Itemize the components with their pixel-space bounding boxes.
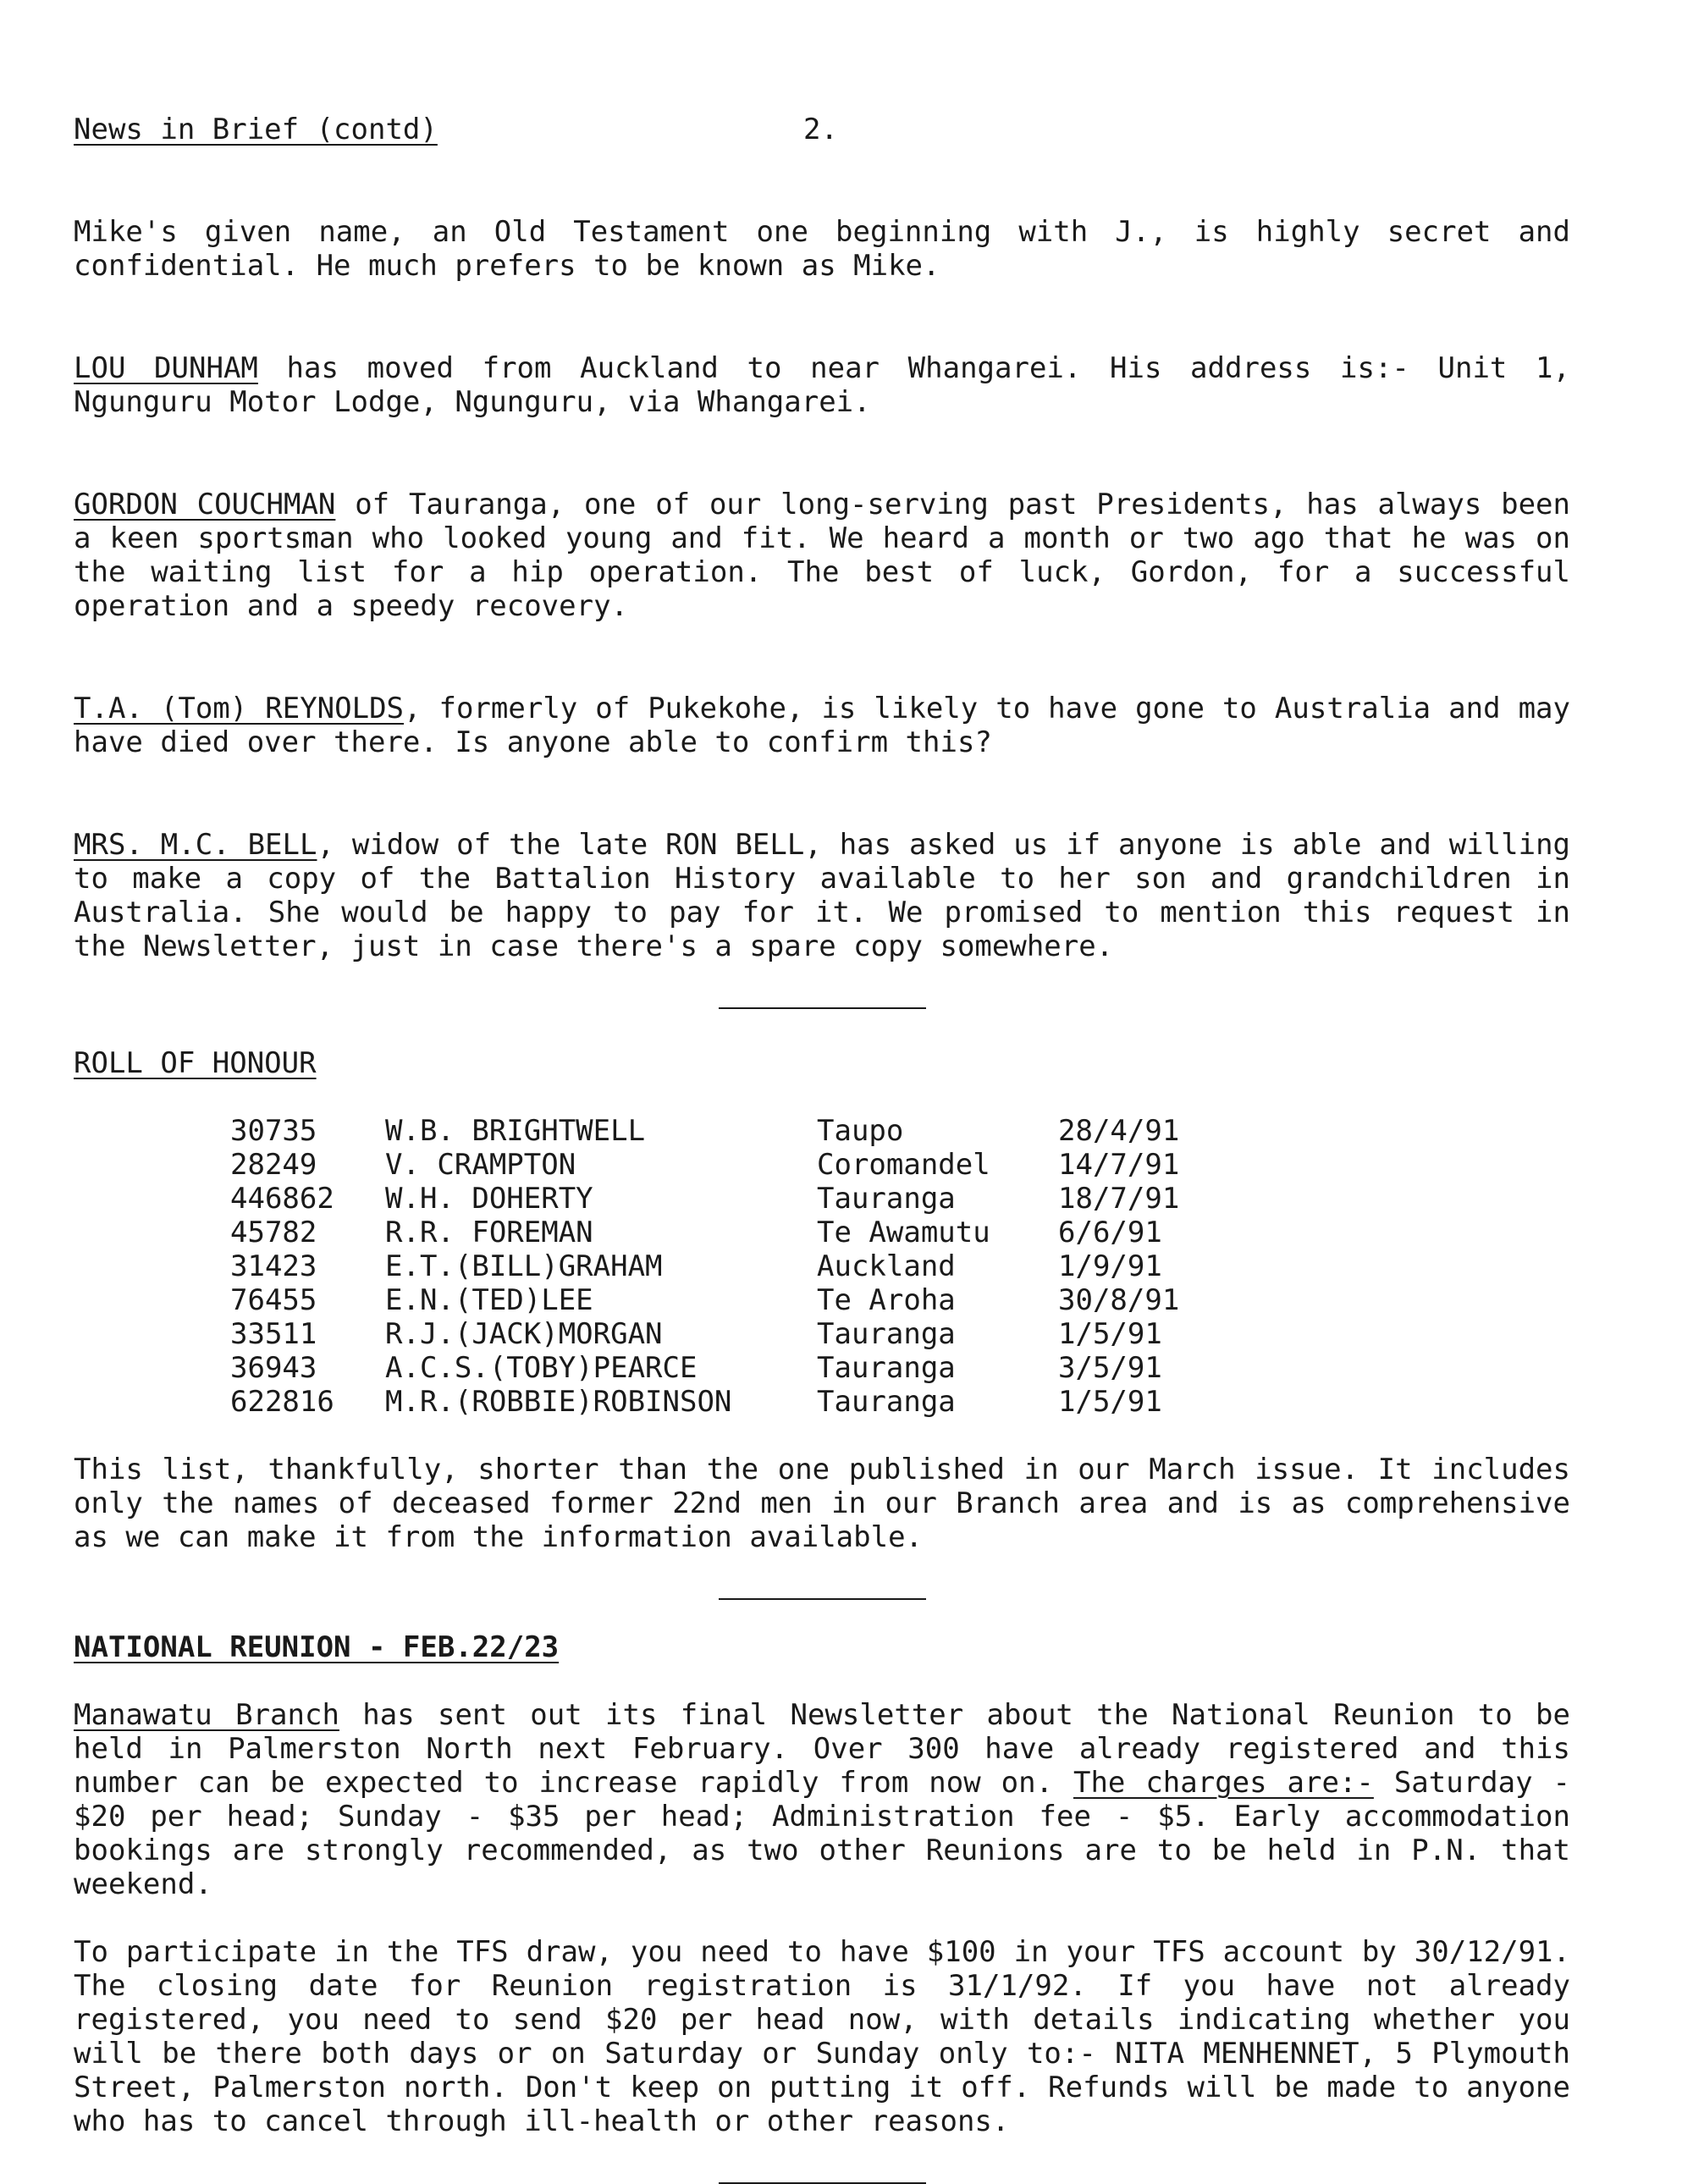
paragraph-lou-dunham	[74, 351, 1570, 419]
roll-entry-row	[230, 1182, 1227, 1216]
page-number: 2.	[803, 113, 838, 146]
date-of-death: 14/7/91	[1058, 1148, 1180, 1182]
service-number: 31423	[230, 1249, 317, 1283]
roll-entry-row	[230, 1249, 1227, 1283]
service-number: 36943	[230, 1351, 317, 1385]
place: Tauranga	[817, 1182, 956, 1216]
name-mrs-bell: MRS. M.C. BELL	[74, 828, 317, 862]
date-of-death: 1/5/91	[1058, 1317, 1162, 1351]
roll-entry-row	[230, 1351, 1227, 1385]
roll-entry-row	[230, 1148, 1227, 1182]
paragraph-gordon-couchman	[74, 488, 1570, 623]
soldier-name: E.T.(BILL)GRAHAM	[385, 1249, 663, 1283]
soldier-name: M.R.(ROBBIE)ROBINSON	[385, 1385, 732, 1419]
place: Te Awamutu	[817, 1216, 990, 1249]
divider-2	[719, 1598, 926, 1600]
place: Tauranga	[817, 1385, 956, 1419]
roll-entry-row	[230, 1216, 1227, 1249]
date-of-death: 18/7/91	[1058, 1182, 1180, 1216]
newsletter-page	[74, 113, 1570, 2184]
charges-label: The charges are:-	[1073, 1766, 1374, 1800]
divider-1	[719, 1007, 926, 1009]
soldier-name: R.J.(JACK)MORGAN	[385, 1317, 663, 1351]
soldier-name: V. CRAMPTON	[385, 1148, 576, 1182]
place: Tauranga	[817, 1351, 956, 1385]
date-of-death: 30/8/91	[1058, 1283, 1180, 1317]
place: Coromandel	[817, 1148, 990, 1182]
page-header	[74, 113, 1570, 146]
place: Auckland	[817, 1249, 956, 1283]
date-of-death: 3/5/91	[1058, 1351, 1162, 1385]
roll-entry-row	[230, 1114, 1227, 1148]
reunion-1-text-a: has sent out its final Newsletter about the National Reunion to be held in Palmerston North next February. Over 300 have already registered and this number can be expected to increase rapidly from now on.	[74, 1698, 1570, 1800]
soldier-name: W.H. DOHERTY	[385, 1182, 593, 1216]
roll-of-honour-heading: ROLL OF HONOUR	[74, 1046, 317, 1080]
reunion-1-text-b: Saturday - $20 per head; Sunday - $35 per head; Administration fee - $5. Early accommodation bookings are strongly recommended, as two other Reunions are to be held in P.N. that weekend.	[74, 1766, 1570, 1901]
service-number: 28249	[230, 1148, 317, 1182]
soldier-name: R.R. FOREMAN	[385, 1216, 593, 1249]
service-number: 446862	[230, 1182, 334, 1216]
gordon-couchman-text: of Tauranga, one of our long-serving past Presidents, has always been a keen sportsman who looked young and fit. We heard a month or two ago that he was on the waiting list for a hip operation. The best of luck, Gordon, for a successful operation and a speedy recovery.	[74, 488, 1570, 623]
roll-entry-row	[230, 1317, 1227, 1351]
soldier-name: W.B. BRIGHTWELL	[385, 1114, 646, 1148]
roll-entry-row	[230, 1385, 1227, 1419]
national-reunion-heading: NATIONAL REUNION - FEB.22/23	[74, 1630, 560, 1664]
roll-of-honour-table	[230, 1114, 1227, 1419]
date-of-death: 1/9/91	[1058, 1249, 1162, 1283]
date-of-death: 6/6/91	[1058, 1216, 1162, 1249]
service-number: 33511	[230, 1317, 317, 1351]
name-manawatu-branch: Manawatu Branch	[74, 1698, 339, 1732]
place: Taupo	[817, 1114, 904, 1148]
page-title: News in Brief (contd)	[74, 113, 438, 146]
paragraph-tom-reynolds	[74, 692, 1570, 759]
soldier-name: A.C.S.(TOBY)PEARCE	[385, 1351, 698, 1385]
paragraph-reunion-2: To participate in the TFS draw, you need to have $100 in your TFS account by 30/12/91. The closing date for Reunion registration is 31/1/92. If you have not already registered, you need to send $20 per head now, with details indicating whether you will be there both days or on Saturday or Sunday only to:- NITA MENHENNET, 5 Plymouth Street, Palmerston north. Don't keep on putting it off. Refunds will be made to anyone who has to cancel through ill-health or other reasons.	[74, 1935, 1570, 2138]
date-of-death: 28/4/91	[1058, 1114, 1180, 1148]
date-of-death: 1/5/91	[1058, 1385, 1162, 1419]
service-number: 622816	[230, 1385, 334, 1419]
roll-note: This list, thankfully, shorter than the one published in our March issue. It includes only the names of deceased former 22nd men in our Branch area and is as comprehensive as we can make it from the information available.	[74, 1453, 1570, 1554]
name-gordon-couchman: GORDON COUCHMAN	[74, 488, 336, 521]
lou-dunham-text: has moved from Auckland to near Whangarei. His address is:- Unit 1, Ngunguru Motor Lodge, Ngunguru, via Whangarei.	[74, 351, 1570, 419]
service-number: 30735	[230, 1114, 317, 1148]
name-tom-reynolds: T.A. (Tom) REYNOLDS	[74, 692, 405, 725]
paragraph-mrs-bell	[74, 828, 1570, 963]
service-number: 45782	[230, 1216, 317, 1249]
tom-reynolds-text: , formerly of Pukekohe, is likely to have gone to Australia and may have died over there. Is anyone able to confirm this?	[74, 692, 1570, 759]
service-number: 76455	[230, 1283, 317, 1317]
roll-entry-row	[230, 1283, 1227, 1317]
soldier-name: E.N.(TED)LEE	[385, 1283, 593, 1317]
paragraph-reunion-1	[74, 1698, 1570, 1901]
roll-heading-line	[74, 1046, 1570, 1080]
place: Te Aroha	[817, 1283, 956, 1317]
mrs-bell-text: , widow of the late RON BELL, has asked us if anyone is able and willing to make a copy of the Battalion History available to her son and grandchildren in Australia. She would be happy to pay for it. We promised to mention this request in the Newsletter, just in case there's a spare copy somewhere.	[74, 828, 1571, 963]
name-lou-dunham: LOU DUNHAM	[74, 351, 258, 385]
reunion-heading-line	[74, 1630, 1570, 1664]
place: Tauranga	[817, 1317, 956, 1351]
paragraph-mike: Mike's given name, an Old Testament one beginning with J., is highly secret and confidential. He much prefers to be known as Mike.	[74, 215, 1570, 283]
